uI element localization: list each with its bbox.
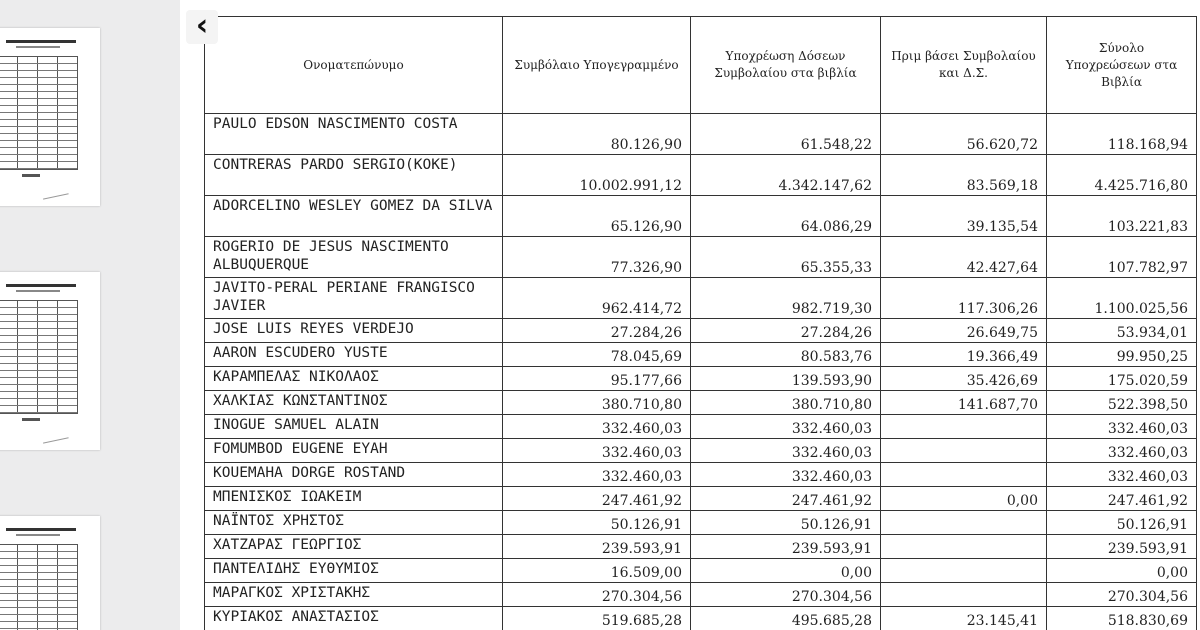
contract-signed-value: 50.126,91 — [503, 511, 691, 535]
table-row — [205, 607, 1197, 630]
player-name: ΜΠΕΝΙΣΚΟΣ ΙΩΑΚΕΙΜ — [205, 487, 503, 511]
table-row — [205, 343, 1197, 367]
chevron-left-icon: ‹ — [195, 8, 209, 43]
page-thumbnail-1[interactable] — [0, 28, 100, 206]
players-obligations-table — [204, 16, 1197, 630]
contract-signed-value: 77.326,90 — [503, 237, 691, 278]
contract-signed-value: 332.460,03 — [503, 415, 691, 439]
installments-value: 332.460,03 — [691, 415, 881, 439]
table-row — [205, 237, 1197, 278]
player-name: ROGERIO DE JESUS NASCIMENTO ALBUQUERQUE — [205, 237, 503, 278]
bonus-value — [881, 439, 1047, 463]
contract-signed-value: 332.460,03 — [503, 463, 691, 487]
player-name: INOGUE SAMUEL ALAIN — [205, 415, 503, 439]
thumbnail-heading-line — [6, 528, 76, 531]
thumbnail-subheading-line — [16, 46, 60, 48]
table-row — [205, 511, 1197, 535]
player-name: ΜΑΡΑΓΚΟΣ ΧΡΙΣΤΑΚΗΣ — [205, 583, 503, 607]
installments-value: 61.548,22 — [691, 114, 881, 155]
installments-value: 80.583,76 — [691, 343, 881, 367]
total-value: 332.460,03 — [1047, 439, 1197, 463]
page-thumbnail-sidebar — [0, 0, 180, 630]
contract-signed-value: 519.685,28 — [503, 607, 691, 630]
contract-signed-value: 10.002.991,12 — [503, 155, 691, 196]
bonus-value: 39.135,54 — [881, 196, 1047, 237]
table-row — [205, 559, 1197, 583]
contract-signed-value: 80.126,90 — [503, 114, 691, 155]
table-row — [205, 319, 1197, 343]
contract-signed-value: 962.414,72 — [503, 278, 691, 319]
thumbnail-signature-mark — [41, 185, 68, 199]
bonus-value: 0,00 — [881, 487, 1047, 511]
contract-signed-value: 65.126,90 — [503, 196, 691, 237]
player-name: PAULO EDSON NASCIMENTO COSTA — [205, 114, 503, 155]
contract-signed-value: 239.593,91 — [503, 535, 691, 559]
player-name: ΧΑΤΖΑΡΑΣ ΓΕΩΡΓΙΟΣ — [205, 535, 503, 559]
table-row — [205, 439, 1197, 463]
player-name: ΧΑΛΚΙΑΣ ΚΩΝΣΤΑΝΤΙΝΟΣ — [205, 391, 503, 415]
player-name: CONTRERAS PARDO SERGIO(KOKE) — [205, 155, 503, 196]
player-name: FOMUMBOD EUGENE EYAH — [205, 439, 503, 463]
bonus-value: 117.306,26 — [881, 278, 1047, 319]
table-row — [205, 114, 1197, 155]
table-row — [205, 535, 1197, 559]
table-row — [205, 367, 1197, 391]
bonus-value: 26.649,75 — [881, 319, 1047, 343]
total-value: 518.830,69 — [1047, 607, 1197, 630]
contract-signed-value: 332.460,03 — [503, 439, 691, 463]
total-value: 4.425.716,80 — [1047, 155, 1197, 196]
thumbnail-label-line — [22, 418, 40, 421]
player-name: KOUEMAHA DORGE ROSTAND — [205, 463, 503, 487]
total-value: 99.950,25 — [1047, 343, 1197, 367]
contract-signed-value: 380.710,80 — [503, 391, 691, 415]
bonus-value — [881, 583, 1047, 607]
total-value: 175.020,59 — [1047, 367, 1197, 391]
document-page — [180, 0, 1200, 630]
thumbnail-heading-line — [6, 40, 76, 43]
installments-value: 270.304,56 — [691, 583, 881, 607]
installments-value: 332.460,03 — [691, 439, 881, 463]
installments-value: 239.593,91 — [691, 535, 881, 559]
total-value: 0,00 — [1047, 559, 1197, 583]
table-row — [205, 278, 1197, 319]
installments-value: 495.685,28 — [691, 607, 881, 630]
installments-value: 247.461,92 — [691, 487, 881, 511]
contract-signed-value: 27.284,26 — [503, 319, 691, 343]
thumbnail-subheading-line — [16, 290, 60, 292]
player-name: JAVITO-PERAL PERIANE FRANGISCO JAVIER — [205, 278, 503, 319]
installments-value: 50.126,91 — [691, 511, 881, 535]
table-row — [205, 196, 1197, 237]
thumbnail-table-graphic — [0, 544, 78, 630]
contract-signed-value: 78.045,69 — [503, 343, 691, 367]
player-name: ΝΑΪΝΤΟΣ ΧΡΗΣΤΟΣ — [205, 511, 503, 535]
thumbnail-subheading-line — [16, 534, 60, 536]
player-name: AARON ESCUDERO YUSTE — [205, 343, 503, 367]
table-row — [205, 415, 1197, 439]
bonus-value — [881, 559, 1047, 583]
installments-value: 0,00 — [691, 559, 881, 583]
thumbnail-heading-line — [6, 284, 76, 287]
total-value: 118.168,94 — [1047, 114, 1197, 155]
total-value: 332.460,03 — [1047, 463, 1197, 487]
thumbnail-table-graphic — [0, 300, 78, 414]
header-bonus-contract: Πριμ βάσει Συμβολαίου και Δ.Σ. — [881, 17, 1047, 114]
table-row — [205, 155, 1197, 196]
total-value: 103.221,83 — [1047, 196, 1197, 237]
installments-value: 139.593,90 — [691, 367, 881, 391]
header-installments-in-books: Υποχρέωση Δόσεων Συμβολαίου στα βιβλία — [691, 17, 881, 114]
thumbnail-signature-mark — [41, 429, 68, 443]
installments-value: 982.719,30 — [691, 278, 881, 319]
table-row — [205, 487, 1197, 511]
bonus-value — [881, 415, 1047, 439]
player-name: ΠΑΝΤΕΛΙΔΗΣ ΕΥΘΥΜΙΟΣ — [205, 559, 503, 583]
table-row — [205, 391, 1197, 415]
table-row — [205, 463, 1197, 487]
thumbnail-table-graphic — [0, 56, 78, 170]
total-value: 1.100.025,56 — [1047, 278, 1197, 319]
bonus-value: 83.569,18 — [881, 155, 1047, 196]
back-button[interactable] — [186, 10, 218, 44]
installments-value: 64.086,29 — [691, 196, 881, 237]
player-name: ΚΥΡΙΑΚΟΣ ΑΝΑΣΤΑΣΙΟΣ — [205, 607, 503, 630]
contract-signed-value: 247.461,92 — [503, 487, 691, 511]
header-contract-signed: Συμβόλαιο Υπογεγραμμένο — [503, 17, 691, 114]
bonus-value — [881, 535, 1047, 559]
total-value: 332.460,03 — [1047, 415, 1197, 439]
bonus-value: 19.366,49 — [881, 343, 1047, 367]
contract-signed-value: 95.177,66 — [503, 367, 691, 391]
total-value: 270.304,56 — [1047, 583, 1197, 607]
installments-value: 332.460,03 — [691, 463, 881, 487]
contract-signed-value: 16.509,00 — [503, 559, 691, 583]
page-thumbnail-3[interactable] — [0, 516, 100, 630]
table-header-row — [205, 17, 1197, 114]
bonus-value: 42.427,64 — [881, 237, 1047, 278]
bonus-value: 141.687,70 — [881, 391, 1047, 415]
contract-signed-value: 270.304,56 — [503, 583, 691, 607]
header-total-in-books: Σύνολο Υποχρεώσεων στα Βιβλία — [1047, 17, 1197, 114]
bonus-value: 56.620,72 — [881, 114, 1047, 155]
total-value: 247.461,92 — [1047, 487, 1197, 511]
installments-value: 27.284,26 — [691, 319, 881, 343]
bonus-value: 35.426,69 — [881, 367, 1047, 391]
player-name: JOSE LUIS REYES VERDEJO — [205, 319, 503, 343]
installments-value: 4.342.147,62 — [691, 155, 881, 196]
total-value: 50.126,91 — [1047, 511, 1197, 535]
bonus-value — [881, 463, 1047, 487]
total-value: 53.934,01 — [1047, 319, 1197, 343]
thumbnail-label-line — [22, 174, 40, 177]
total-value: 107.782,97 — [1047, 237, 1197, 278]
installments-value: 380.710,80 — [691, 391, 881, 415]
page-thumbnail-2[interactable] — [0, 272, 100, 450]
bonus-value — [881, 511, 1047, 535]
total-value: 522.398,50 — [1047, 391, 1197, 415]
total-value: 239.593,91 — [1047, 535, 1197, 559]
installments-value: 65.355,33 — [691, 237, 881, 278]
table-row — [205, 583, 1197, 607]
player-name: ΚΑΡΑΜΠΕΛΑΣ ΝΙΚΟΛΑΟΣ — [205, 367, 503, 391]
player-name: ADORCELINO WESLEY GOMEZ DA SILVA — [205, 196, 503, 237]
bonus-value: 23.145,41 — [881, 607, 1047, 630]
header-name: Ονοματεπώνυμο — [205, 17, 503, 114]
